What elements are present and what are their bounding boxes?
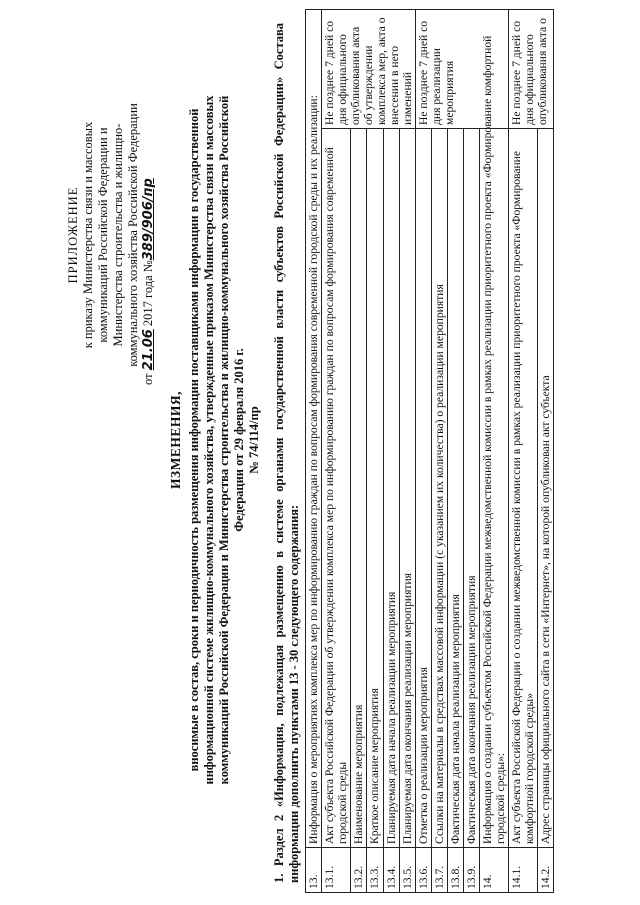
row-deadline: Не позднее 7 дней со дня официального опубликования акта об утверждении комплекса мер, акта о внесении в него изменений	[322, 10, 416, 129]
row-description: Информация о мероприятиях комплекса мер по информированию граждан по вопросам формирования современной городской среды и их реализации:	[306, 10, 322, 848]
row-number: 14.1.	[509, 848, 538, 893]
date-year: 2017 года №	[141, 260, 155, 327]
appendix-block	[66, 85, 156, 385]
row-description: Отметка о реализации мероприятия	[416, 129, 432, 848]
changes-heading	[168, 95, 262, 785]
table-row	[538, 10, 554, 893]
row-description: Акт субъекта Российской Федерации о создании межведомственной комиссии в рамках реализации приоритетного проекта «Формирование комфортной городской среды»	[509, 129, 538, 848]
table-row	[322, 10, 351, 893]
row-number: 13.8.	[448, 848, 464, 893]
handwritten-order-number: 389/906/пр	[141, 178, 156, 261]
appendix-line: коммуникаций Российской Федерации и	[96, 127, 110, 343]
appendix-line: к приказу Министерства связи и массовых	[81, 121, 95, 349]
row-description: Планируемая дата начала реализации мероприятия	[383, 129, 399, 848]
info-table	[305, 9, 554, 893]
heading-number: № 74/114/пр	[247, 406, 261, 474]
row-number: 13.3.	[367, 848, 383, 893]
row-number: 14.2.	[538, 848, 554, 893]
table-row	[383, 10, 399, 893]
row-description: Фактическая дата окончания реализации мероприятия	[464, 129, 480, 848]
table-row	[464, 10, 480, 893]
table-row	[509, 10, 538, 893]
row-description: Наименование мероприятия	[351, 129, 367, 848]
row-deadline: Не позднее 7 дней со дня реализации мероприятия	[416, 10, 509, 129]
date-prefix: от	[141, 373, 155, 385]
handwritten-date: 21.06	[141, 329, 156, 371]
row-number: 14.	[480, 848, 509, 893]
row-description: Информация о создании субъектом Российской Федерации межведомственной комиссии в рамках реализации приоритетного проекта «Формирование комфортной городской среды»:	[480, 10, 509, 848]
appendix-date-line	[141, 85, 156, 385]
row-number: 13.5.	[399, 848, 415, 893]
table-row	[351, 10, 367, 893]
row-description: Акт субъекта Российской Федерации об утверждении комплекса мер по информированию граждан по вопросам формирования современной городской среды	[322, 129, 351, 848]
heading-body: вносимые в состав, сроки и периодичность размещения информации поставщиками информации в государственной информационной системе жилищно-коммунального хозяйства, утвержденные приказом Министерства связи и массовых коммуникаций Российской Федерации и Министерства строительства и жилищно-коммунального хозяйства Российской Федерации от 29 февраля 2016 г.	[187, 95, 246, 785]
table-row	[367, 10, 383, 893]
row-number: 13.1.	[322, 848, 351, 893]
appendix-title: ПРИЛОЖЕНИЕ	[66, 186, 80, 284]
row-description: Планируемая дата окончания реализации мероприятия	[399, 129, 415, 848]
row-description: Ссылки на материалы в средствах массовой информации (с указанием их количества) о реализации мероприятия	[432, 129, 448, 848]
row-number: 13.2.	[351, 848, 367, 893]
row-number: 13.9.	[464, 848, 480, 893]
row-description: Фактическая дата начала реализации мероприятия	[448, 129, 464, 848]
table-row	[480, 10, 509, 893]
row-number: 13.4.	[383, 848, 399, 893]
row-description: Адрес страницы официального сайта в сети «Интернет», на которой опубликован акт субъекта	[538, 129, 554, 848]
table-row	[416, 10, 432, 893]
table-row	[448, 10, 464, 893]
heading-title: ИЗМЕНЕНИЯ,	[168, 391, 183, 490]
row-number: 13.	[306, 848, 322, 893]
appendix-line: Министерства строительства и жилищно-	[111, 123, 125, 347]
row-number: 13.6.	[416, 848, 432, 893]
appendix-line: коммунального хозяйства Российской Федерации	[126, 103, 140, 367]
table-row	[306, 10, 322, 893]
table-row	[432, 10, 448, 893]
row-deadline: Не позднее 7 дней со дня официального опубликования акта о	[509, 10, 554, 129]
row-description: Краткое описание мероприятия	[367, 129, 383, 848]
section-intro: 1. Раздел 2 «Информация, подлежащая размещению в системе органами государственной власти субъектов Российской Федерации» Состава информации дополнить пунктами 13 - 30 следующего содержания:	[272, 23, 301, 883]
row-number: 13.7.	[432, 848, 448, 893]
table-row	[399, 10, 415, 893]
